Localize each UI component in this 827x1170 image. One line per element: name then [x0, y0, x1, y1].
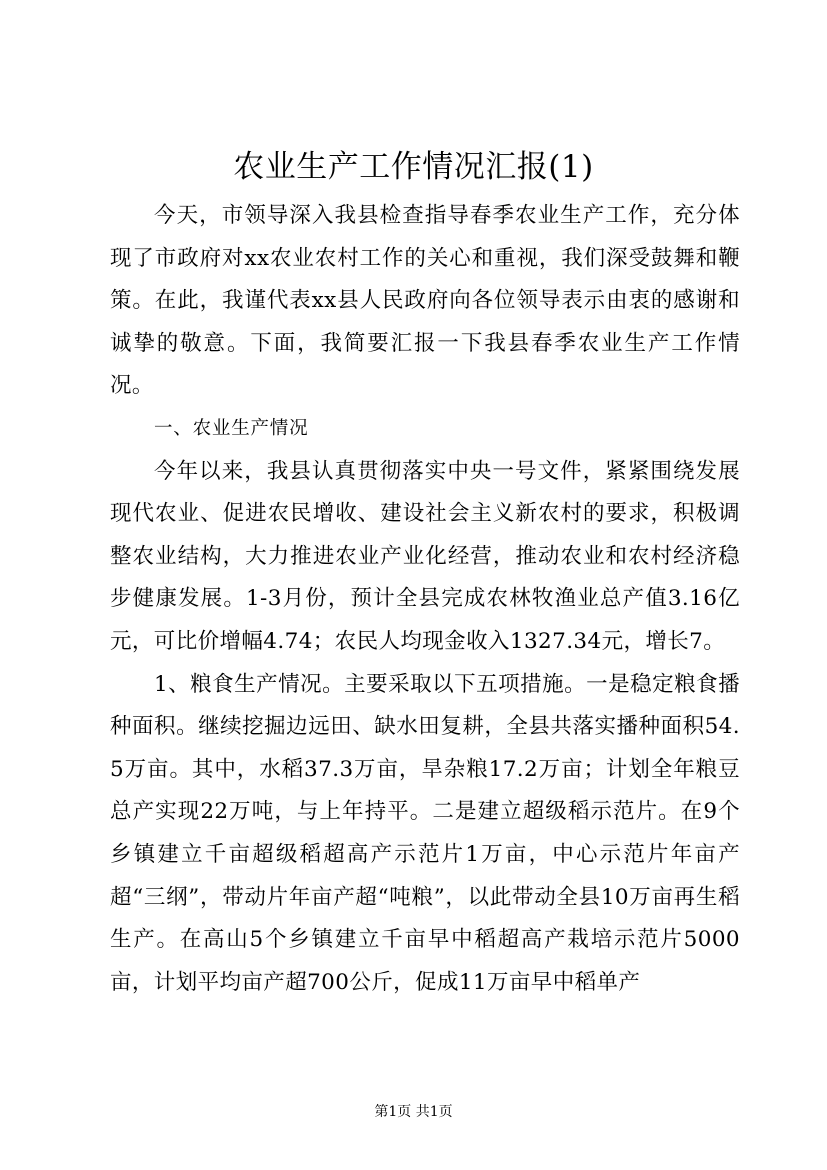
document-title: 农业生产工作情况汇报(1)	[233, 149, 594, 185]
section-heading: 一、农业生产情况	[154, 417, 309, 439]
intro-paragraph: 今天，市领导深入我县检查指导春季农业生产工作，充分体现了市政府对xx农业农村工作的关心和重视，我们深受鼓舞和鞭策。在此，我谨代表xx县人民政府向各位领导表示由衷的感谢和诚挚的敬意。下面，我简要汇报一下我县春季农业生产工作情况。	[110, 203, 740, 399]
grain-production-paragraph: 1、粮食生产情况。主要采取以下五项措施。一是稳定粮食播种面积。继续挖掘边远田、缺水田复耕，全县共落实播种面积54.5万亩。其中，水稻37.3万亩，旱杂粮17.2万亩；计划全年粮豆总产实现22万吨，与上年持平。二是建立超级稻示范片。在9个乡镇建立千亩超级稻超高产示范片1万亩，中心示范片年亩产超“三纲”，带动片年亩产超“吨粮”，以此带动全县10万亩再生稻生产。在高山5个乡镇建立千亩早中稻超高产栽培示范片5000亩，计划平均亩产超700公斤，促成11万亩早中稻单产	[110, 671, 740, 995]
overview-paragraph: 今年以来，我县认真贯彻落实中央一号文件，紧紧围绕发展现代农业、促进农民增收、建设社会主义新农村的要求，积极调整农业结构，大力推进农业产业化经营，推动农业和农村经济稳步健康发展。1-3月份，预计全县完成农林牧渔业总产值3.16亿元，可比价增幅4.74；农民人均现金收入1327.34元，增长7。	[110, 458, 740, 654]
document-body	[110, 195, 740, 1004]
page-footer: 第1页 共1页	[374, 1104, 453, 1120]
